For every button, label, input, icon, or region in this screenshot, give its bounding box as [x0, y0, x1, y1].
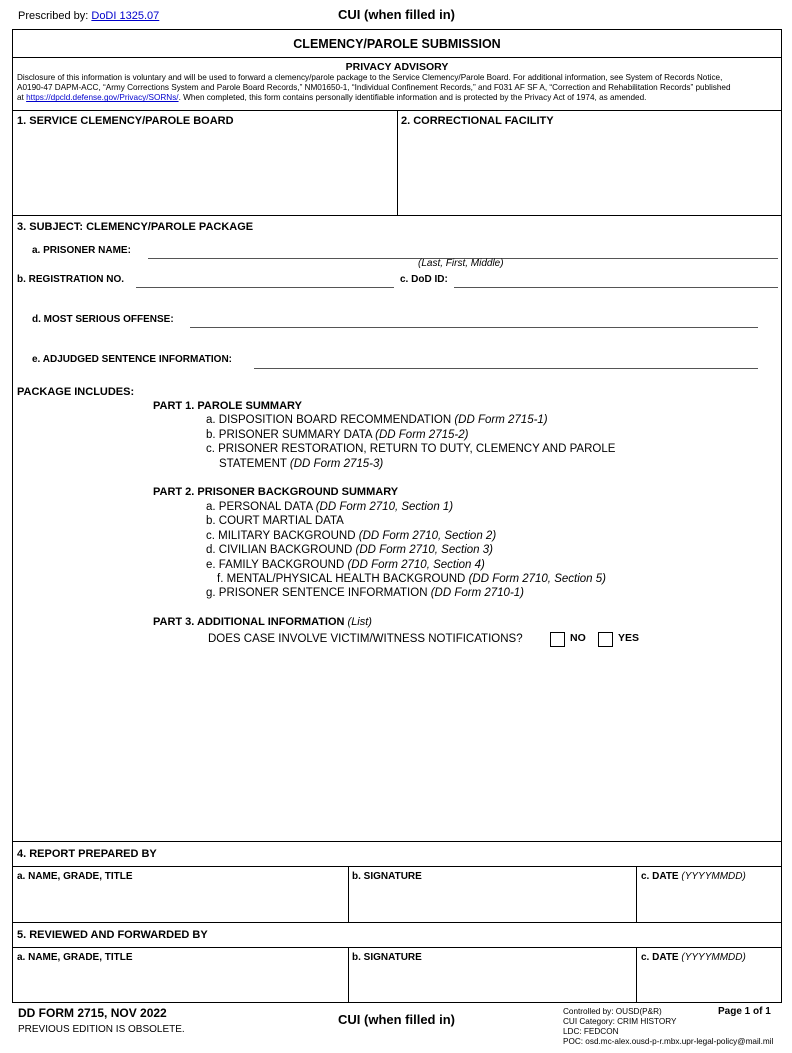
- section5-date-hint: (YYYYMMDD): [681, 952, 746, 963]
- section5-signature-field[interactable]: [352, 966, 632, 1000]
- privacy-line3: [17, 93, 779, 103]
- part1-item-c-line2: [219, 458, 383, 470]
- cui-top: CUI (when filled in): [338, 7, 455, 22]
- section5-date-text: c. DATE: [641, 952, 682, 963]
- prescribed-by-label: Prescribed by:: [18, 10, 89, 22]
- prisoner-name-label: a. PRISONER NAME:: [32, 245, 131, 256]
- privacy-line1: Disclosure of this information is voluntary and will be used to forward a clemency/parole package to the Service Clemency/Parole Board. For additional information, see System of Records Notice,: [17, 73, 723, 82]
- section4-date-text: c. DATE: [641, 871, 682, 882]
- no-label: NO: [570, 632, 586, 644]
- poc: POC: osd.mc-alex.ousd-p-r.mbx.upr-legal-policy@mail.mil: [563, 1037, 774, 1046]
- section5-date-label: [641, 952, 746, 963]
- part1-item-a: [206, 414, 548, 426]
- part2-item-f-text: f. MENTAL/PHYSICAL HEALTH BACKGROUND: [217, 573, 469, 585]
- privacy-line3-prefix: at: [17, 93, 27, 103]
- sorn-link[interactable]: https://dpcld.defense.gov/Privacy/SORNs/: [26, 93, 179, 103]
- part2-item-a-ref: (DD Form 2710, Section 1): [315, 501, 454, 513]
- part1-item-b-ref: (DD Form 2715-2): [375, 429, 469, 441]
- part1-item-a-text: a. DISPOSITION BOARD RECOMMENDATION: [206, 414, 455, 426]
- page-number: Page 1 of 1: [718, 1006, 771, 1017]
- part3-title-text: PART 3. ADDITIONAL INFORMATION: [153, 616, 348, 628]
- section4-name-label: a. NAME, GRADE, TITLE: [17, 871, 133, 882]
- package-includes-label: PACKAGE INCLUDES:: [17, 386, 135, 398]
- part1-item-c-line1: c. PRISONER RESTORATION, RETURN TO DUTY, CLEMENCY AND PAROLE: [206, 443, 616, 455]
- section5-label: 5. REVIEWED AND FORWARDED BY: [17, 929, 208, 941]
- section5-name-input[interactable]: [17, 970, 343, 998]
- privacy-line2: A0190-47 DAPM-ACC, “Army Corrections System and Parole Board Records,” NM01650-1, “Individual Confinement Records,” and F031 AF SF A, “Correction and Rehabilitation Records” published: [17, 83, 731, 93]
- part1-item-b: [206, 429, 468, 441]
- form-title: CLEMENCY/PAROLE SUBMISSION: [293, 37, 501, 51]
- part1-title: PART 1. PAROLE SUMMARY: [153, 400, 302, 412]
- section4-date-label: [641, 871, 746, 882]
- yes-checkbox[interactable]: [598, 632, 613, 647]
- privacy-line3-suffix: . When completed, this form contains personally identifiable information and is protected by the Privacy Act of 1974, as amended.: [178, 93, 647, 103]
- privacy-text: [17, 73, 779, 104]
- part2-item-g-ref: (DD Form 2710-1): [430, 587, 525, 599]
- part2-item-a: [206, 501, 453, 513]
- sentence-input[interactable]: [256, 351, 756, 366]
- cui-category: CUI Category: CRIM HISTORY: [563, 1017, 677, 1026]
- section5-date-input[interactable]: [641, 970, 777, 998]
- part2-item-c-ref: (DD Form 2710, Section 2): [358, 530, 497, 542]
- section4-signature-label: b. SIGNATURE: [352, 871, 422, 882]
- section5-signature-label: b. SIGNATURE: [352, 952, 422, 963]
- part2-item-d-ref: (DD Form 2710, Section 3): [355, 544, 493, 556]
- part2-item-c: [206, 530, 496, 542]
- prisoner-name-hint: (Last, First, Middle): [418, 258, 504, 269]
- part2-item-e: [206, 559, 485, 571]
- offense-label: d. MOST SERIOUS OFFENSE:: [32, 314, 174, 325]
- dod-id-label: c. DoD ID:: [400, 274, 448, 285]
- part1-item-b-text: b. PRISONER SUMMARY DATA: [206, 429, 376, 441]
- part3-title-hint: (List): [347, 616, 372, 628]
- part1-item-a-ref: (DD Form 2715-1): [454, 414, 548, 426]
- prisoner-name-input[interactable]: [150, 242, 776, 257]
- correctional-facility-field[interactable]: [401, 130, 779, 212]
- ldc: LDC: FEDCON: [563, 1027, 619, 1036]
- controlled-by: Controlled by: OUSD(P&R): [563, 1007, 662, 1016]
- part2-title: PART 2. PRISONER BACKGROUND SUMMARY: [153, 486, 399, 498]
- section4-signature-field[interactable]: [352, 886, 632, 920]
- offense-input[interactable]: [192, 311, 756, 326]
- part1-item-c-text2: STATEMENT: [219, 458, 290, 470]
- cui-bottom: CUI (when filled in): [338, 1012, 455, 1027]
- privacy-title: PRIVACY ADVISORY: [345, 61, 449, 73]
- part2-item-e-ref: (DD Form 2710, Section 4): [347, 559, 485, 571]
- part2-item-f-ref: (DD Form 2710, Section 5): [468, 573, 606, 585]
- part1-item-c-ref: (DD Form 2715-3): [289, 458, 384, 470]
- section4-date-hint: (YYYYMMDD): [681, 871, 746, 882]
- part2-item-e-text: e. FAMILY BACKGROUND: [206, 559, 348, 571]
- part2-item-d-text: d. CIVILIAN BACKGROUND: [206, 544, 356, 556]
- prescribed-by: [18, 10, 159, 22]
- registration-label: b. REGISTRATION NO.: [17, 274, 125, 285]
- section4-label: 4. REPORT PREPARED BY: [17, 848, 157, 860]
- part2-item-f: [217, 573, 606, 585]
- sentence-label: e. ADJUDGED SENTENCE INFORMATION:: [32, 354, 233, 365]
- part2-item-g: [206, 587, 524, 599]
- part2-item-a-text: a. PERSONAL DATA: [206, 501, 316, 513]
- part2-item-g-text: g. PRISONER SENTENCE INFORMATION: [206, 587, 431, 599]
- section3-label: 3. SUBJECT: CLEMENCY/PAROLE PACKAGE: [17, 221, 254, 233]
- section1-label: 1. SERVICE CLEMENCY/PAROLE BOARD: [17, 115, 234, 127]
- no-checkbox[interactable]: [550, 632, 565, 647]
- section2-label: 2. CORRECTIONAL FACILITY: [401, 115, 554, 127]
- additional-info-field[interactable]: [206, 652, 776, 837]
- part2-item-b: b. COURT MARTIAL DATA: [206, 515, 344, 527]
- registration-input[interactable]: [138, 271, 392, 286]
- part2-item-c-text: c. MILITARY BACKGROUND: [206, 530, 359, 542]
- dod-id-input[interactable]: [456, 271, 776, 286]
- previous-edition: PREVIOUS EDITION IS OBSOLETE.: [18, 1024, 185, 1035]
- service-board-field[interactable]: [16, 130, 394, 212]
- dodi-link[interactable]: DoDI 1325.07: [91, 10, 160, 22]
- section4-date-input[interactable]: [641, 890, 777, 918]
- victim-witness-question: DOES CASE INVOLVE VICTIM/WITNESS NOTIFICATIONS?: [208, 633, 523, 645]
- section5-name-label: a. NAME, GRADE, TITLE: [17, 952, 133, 963]
- part3-title: [153, 616, 372, 628]
- section4-name-input[interactable]: [17, 890, 343, 918]
- yes-label: YES: [618, 632, 640, 644]
- part2-item-d: [206, 544, 493, 556]
- form-id: DD FORM 2715, NOV 2022: [18, 1006, 167, 1020]
